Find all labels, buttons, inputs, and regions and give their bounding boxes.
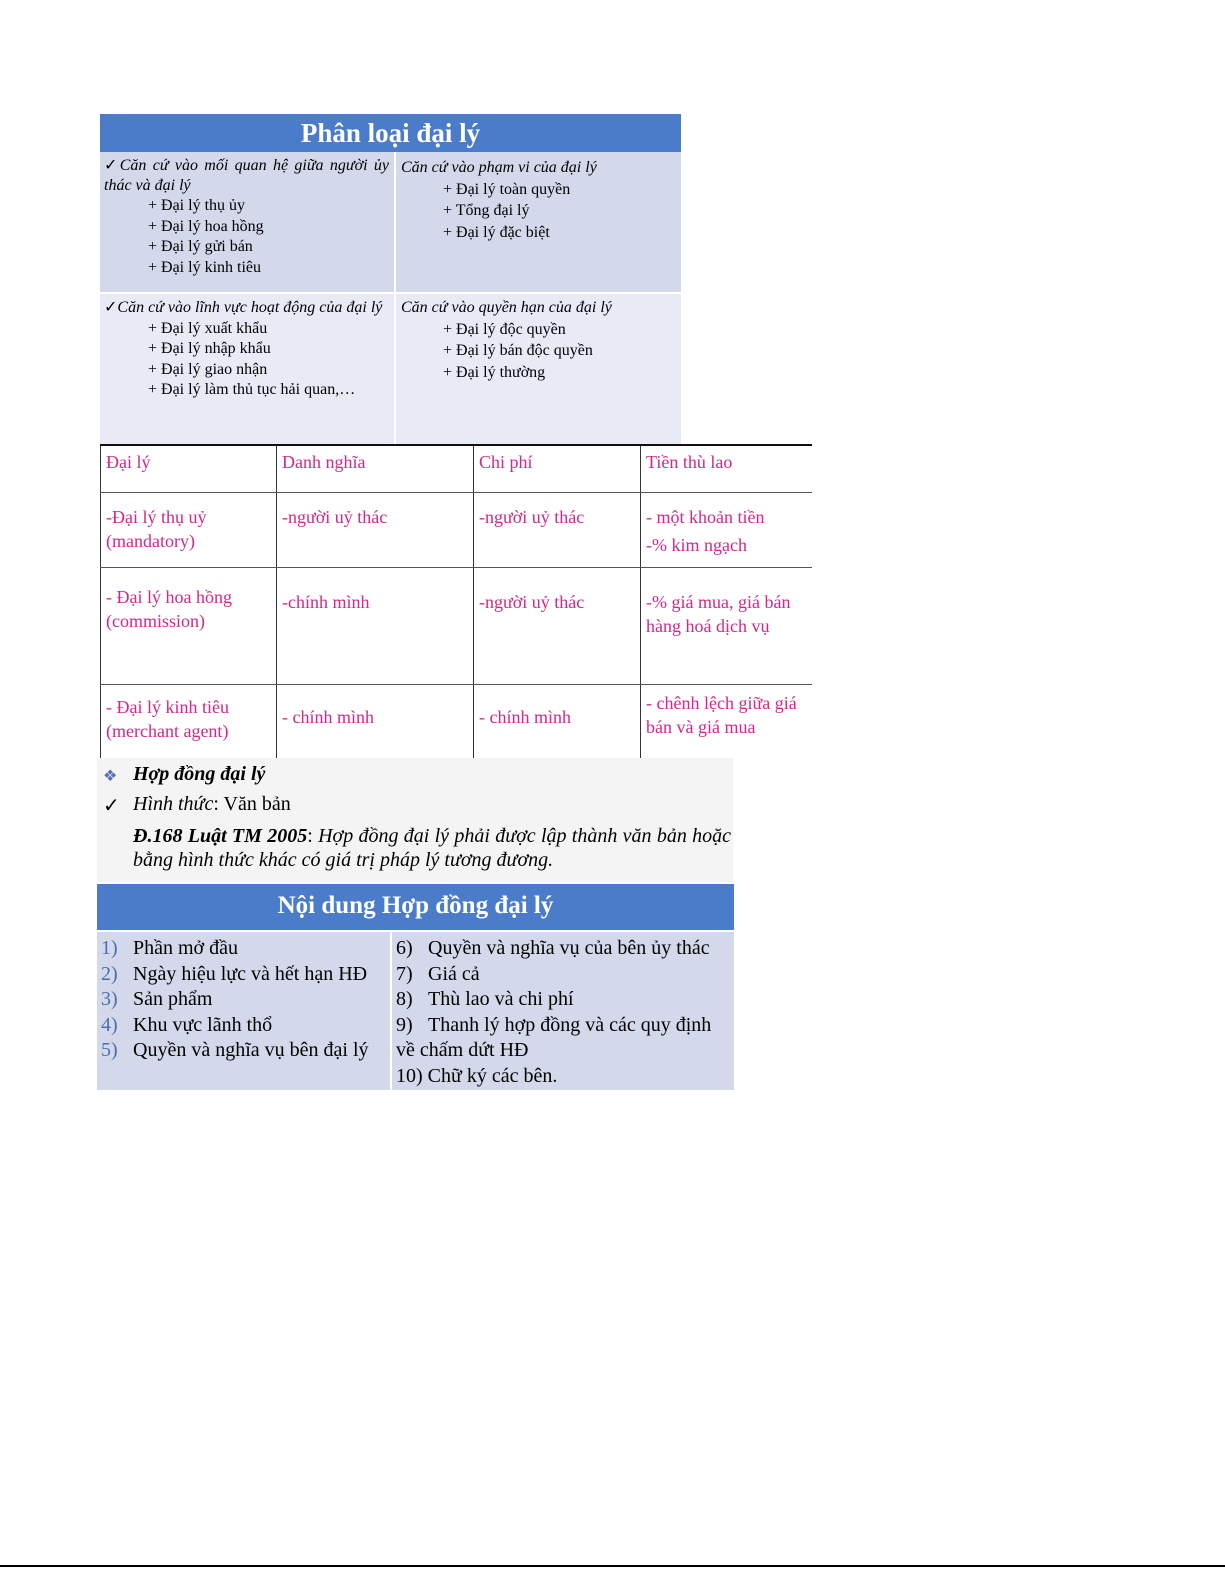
- criterion-text: Căn cứ vào mối quan hệ giữa người ủy thác và đại lý: [104, 157, 390, 194]
- list-item: 5) Quyền và nghĩa vụ bên đại lý: [101, 1039, 369, 1061]
- table-cell: - chênh lệch giữa giá bán và giá mua: [641, 684, 813, 759]
- table-cell: -người uỷ thác: [474, 567, 641, 684]
- table-row: [101, 567, 813, 684]
- check-icon: ✓: [104, 299, 118, 316]
- list-item: + Đại lý làm thủ tục hải quan,…: [148, 381, 356, 398]
- table-cell: -% giá mua, giá bán hàng hoá dịch vụ: [641, 567, 813, 684]
- criterion-text: Căn cứ vào phạm vi của đại lý: [401, 159, 597, 176]
- list-item-continuation: về chấm dứt HĐ: [396, 1039, 529, 1061]
- content-list-left: [97, 932, 390, 1090]
- table-cell: -chính mình: [277, 567, 474, 684]
- page-bottom-rule: [0, 1565, 1225, 1567]
- form-label: Hình thức: [133, 793, 214, 815]
- list-item: 7) Giá cả: [396, 962, 480, 985]
- contract-form-section: [97, 758, 733, 882]
- classification-title: Phân loại đại lý: [100, 114, 681, 152]
- table-cell: [641, 492, 813, 567]
- classification-row: [100, 152, 681, 294]
- table-cell: -người uỷ thác: [277, 492, 474, 567]
- comparison-table: [100, 444, 797, 758]
- criterion-text: Căn cứ vào quyền hạn của đại lý: [401, 299, 612, 316]
- list-item: + Đại lý thường: [443, 363, 546, 381]
- table-cell: - Đại lý hoa hồng (commission): [101, 567, 277, 684]
- list-item: 1) Phần mở đầu: [101, 937, 239, 959]
- check-icon: ✓: [103, 795, 120, 817]
- list-item: 3) Sản phẩm: [101, 988, 213, 1010]
- list-item: + Đại lý độc quyền: [443, 320, 566, 338]
- list-item: + Đại lý thụ ủy: [148, 197, 246, 214]
- list-item: + Đại lý kinh tiêu: [148, 258, 262, 276]
- list-item: + Tổng đại lý: [443, 202, 530, 219]
- list-item: 8) Thù lao và chi phí: [396, 988, 574, 1010]
- classification-cell-field: [100, 294, 394, 444]
- table-cell: - chính mình: [474, 684, 641, 759]
- list-item: + Đại lý đặc biệt: [443, 223, 550, 241]
- table-cell: -người uỷ thác: [474, 492, 641, 567]
- table-header-row: [101, 445, 813, 492]
- form-value: : Văn bản: [213, 793, 291, 815]
- list-item: + Đại lý nhập khẩu: [148, 340, 271, 357]
- column-header: Tiền thù lao: [641, 445, 813, 492]
- table-cell: - chính mình: [277, 684, 474, 759]
- classification-table: [100, 114, 681, 444]
- table-row: [101, 492, 813, 567]
- content-list-right: [390, 932, 734, 1090]
- list-item: + Đại lý hoa hồng: [148, 217, 264, 235]
- table-cell: -Đại lý thụ uỷ (mandatory): [101, 492, 277, 567]
- table-cell: - Đại lý kinh tiêu (merchant agent): [101, 684, 277, 759]
- list-item: 10) Chữ ký các bên.: [396, 1064, 558, 1087]
- classification-cell-scope: [394, 152, 681, 292]
- contract-content-table: [97, 884, 734, 1090]
- fee-line: -% kim ngạch: [646, 534, 747, 555]
- article-text: Hợp đồng đại lý phải được lập thành văn bản hoặc bằng hình thức khác có giá trị pháp lý tương đương.: [133, 825, 731, 871]
- column-header: Đại lý: [101, 445, 277, 492]
- column-header: Chi phí: [474, 445, 641, 492]
- classification-cell-relationship: [100, 152, 394, 292]
- list-item: + Đại lý giao nhận: [148, 360, 268, 378]
- article-paragraph: Đ.168 Luật TM 2005: Hợp đồng đại lý phải được lập thành văn bản hoặc bằng hình thức khác có giá trị pháp lý tương đương.: [133, 825, 731, 871]
- list-item: + Đại lý gửi bán: [148, 238, 253, 255]
- form-line: [133, 793, 291, 816]
- column-header: Danh nghĩa: [277, 445, 474, 492]
- check-icon: ✓: [104, 157, 120, 174]
- table-row: [101, 684, 813, 759]
- fee-line: - một khoản tiền: [646, 506, 765, 527]
- list-item: 4) Khu vực lãnh thổ: [101, 1013, 273, 1036]
- section-heading: Hợp đồng đại lý: [133, 763, 266, 785]
- list-item: 6) Quyền và nghĩa vụ của bên ủy thác: [396, 937, 710, 959]
- criterion-text: Căn cứ vào lĩnh vực hoạt động của đại lý: [117, 299, 383, 316]
- article-reference: Đ.168 Luật TM 2005: [133, 825, 308, 847]
- contract-content-title: Nội dung Hợp đồng đại lý: [97, 884, 734, 930]
- list-item: + Đại lý toàn quyền: [443, 180, 571, 198]
- classification-cell-authority: [394, 294, 681, 444]
- list-item: + Đại lý bán độc quyền: [443, 342, 593, 359]
- list-item: + Đại lý xuất khẩu: [148, 319, 268, 337]
- classification-row: [100, 294, 681, 444]
- list-item: 2) Ngày hiệu lực và hết hạn HĐ: [101, 962, 368, 985]
- diamond-bullet-icon: ❖: [103, 768, 118, 785]
- list-item: 9) Thanh lý hợp đồng và các quy định: [396, 1013, 712, 1036]
